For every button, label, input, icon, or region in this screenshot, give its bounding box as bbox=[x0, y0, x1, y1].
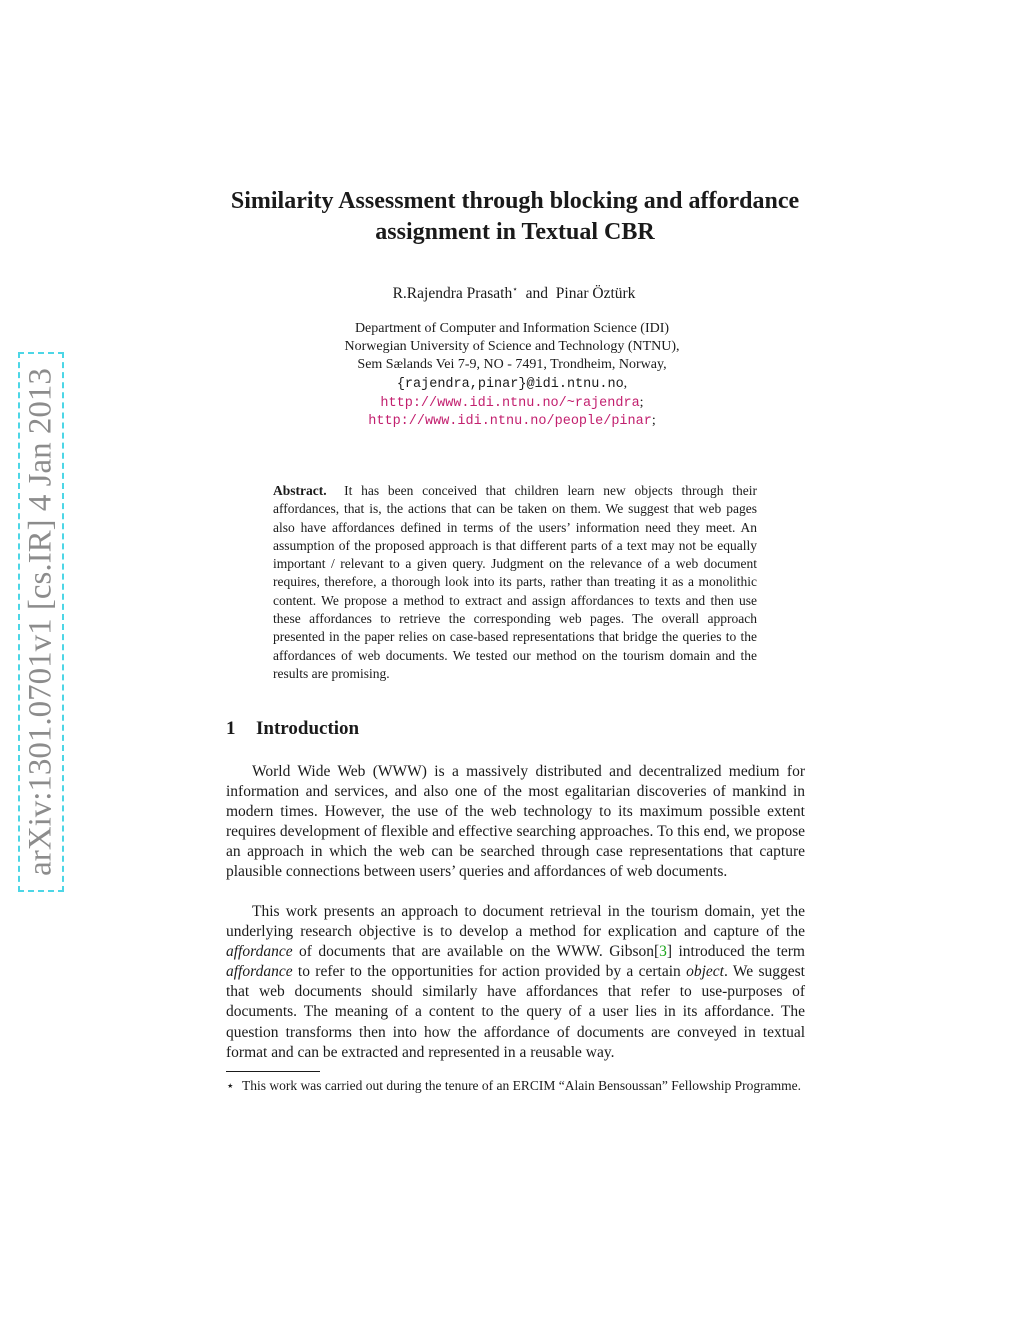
arxiv-identifier-text: arXiv:1301.0701v1 [cs.IR] 4 Jan 2013 bbox=[22, 368, 59, 876]
link-separator-2: ; bbox=[651, 413, 656, 428]
link-separator-1: ; bbox=[639, 395, 644, 410]
email-separator: , bbox=[623, 376, 628, 391]
affiliation-email-line bbox=[0, 375, 1024, 394]
section-number: 1 bbox=[226, 718, 236, 739]
para2-emphasis-affordance-1: affordance bbox=[226, 943, 293, 961]
para2-emphasis-affordance-2: affordance bbox=[226, 963, 293, 981]
footnote-mark: ⋆ bbox=[226, 1078, 235, 1093]
para2-text-1: This work presents an approach to document retrieval in the tourism domain, yet the underlying research objective is to develop a method for explication and capture of the bbox=[226, 903, 805, 941]
author-email: {rajendra,pinar}@idi.ntnu.no bbox=[396, 377, 624, 392]
author-name-1: R.Rajendra Prasath bbox=[392, 285, 513, 303]
author-footnote-mark: ⋆ bbox=[512, 284, 518, 294]
footnote bbox=[226, 1077, 805, 1095]
para2-text-5: . We suggest that web documents should similarly have affordances that refer to use-purposes of documents. The meaning of a content to the query of a user lies in its affordance. The question transforms then into how the affordance of documents are conveyed in textual format and can be extracted and represented in a reusable way. bbox=[226, 963, 805, 1061]
intro-paragraph-1: World Wide Web (WWW) is a massively distributed and decentralized medium for information and services, and also one of the most egalitarian discoveries of mankind in modern times. However, the use of the web technology to its maximum possible extent requires development of flexible and effective searching approaches. To this end, we propose an approach in which the web can be searched through case representations that capture plausible connections between users’ queries and affordances of web documents. bbox=[226, 763, 805, 881]
citation-link[interactable]: 3 bbox=[659, 943, 667, 961]
homepage-line-1 bbox=[0, 394, 1024, 413]
para2-emphasis-object: object bbox=[686, 963, 724, 981]
affiliation-address: Sem Sælands Vei 7-9, NO - 7491, Trondheim, Norway, bbox=[357, 357, 667, 372]
author-line bbox=[0, 284, 1024, 303]
para2-text-3: ] introduced the term bbox=[666, 943, 805, 961]
affiliation-university: Norwegian University of Science and Technology (NTNU), bbox=[344, 339, 680, 354]
para2-text-4: to refer to the opportunities for action provided by a certain bbox=[292, 963, 687, 981]
intro-paragraph-2 bbox=[226, 902, 805, 1063]
para2-text-2: of documents that are available on the WWW. Gibson[ bbox=[292, 943, 660, 961]
section-heading bbox=[226, 718, 359, 740]
footnote-divider bbox=[226, 1071, 320, 1072]
author-conjunction: and bbox=[525, 285, 549, 303]
arxiv-identifier-stamp bbox=[18, 352, 64, 892]
homepage-line-2 bbox=[0, 412, 1024, 431]
paper-title: Similarity Assessment through blocking and affordance assignment in Textual CBR bbox=[230, 188, 800, 245]
section-title: Introduction bbox=[256, 718, 360, 739]
abstract bbox=[273, 482, 757, 683]
homepage-link-2[interactable]: http://www.idi.ntnu.no/people/pinar bbox=[368, 414, 652, 429]
affiliation-department: Department of Computer and Information Science (IDI) bbox=[354, 321, 670, 336]
homepage-link-1[interactable]: http://www.idi.ntnu.no/~rajendra bbox=[380, 396, 640, 411]
footnote-text: This work was carried out during the tenure of an ERCIM “Alain Bensoussan” Fellowship Programme. bbox=[242, 1078, 802, 1093]
abstract-label: Abstract. bbox=[273, 483, 327, 498]
author-name-2: Pinar Öztürk bbox=[555, 285, 636, 303]
abstract-text: It has been conceived that children learn new objects through their affordances, that is, the actions that can be taken on them. We suggest that web pages also have affordances defined in terms of the users’ information need they meet. An assumption of the proposed approach is that different parts of a text may not be equally important / relevant to a given query. Judgment on the relevance of a web document requires, therefore, a thorough look into its parts, rather than treating it as a monolithic content. We propose a method to extract and assign affordances to texts and then use these affordances to retrieve the corresponding web pages. The overall approach presented in the paper relies on case-based representations that bridge the queries to the affordances of web documents. We tested our method on the tourism domain and the results are promising. bbox=[273, 483, 757, 681]
